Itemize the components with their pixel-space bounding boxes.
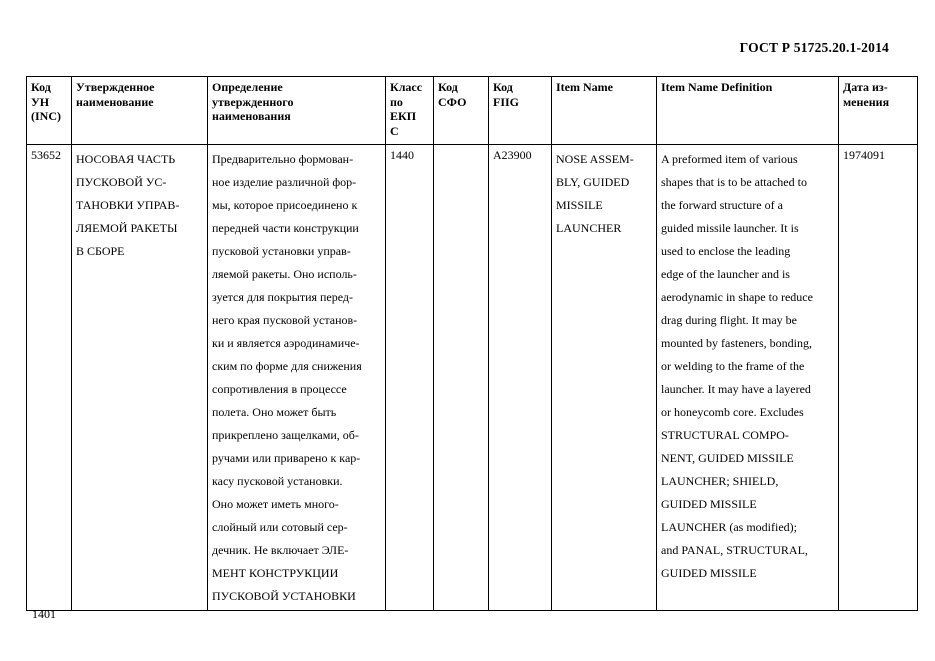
cell-sfo-code bbox=[434, 145, 489, 611]
column-header-change-date: Дата из- менения bbox=[839, 77, 918, 145]
column-header-item-name-definition: Item Name Definition bbox=[657, 77, 839, 145]
cell-change-date: 1974091 bbox=[839, 145, 918, 611]
cell-definition: Предварительно формован- ное изделие различной фор- мы, которое присоединено к передней части конструкции пусковой установки управ- ляемой ракеты. Оно исполь- зуется для покрытия перед- него края пусковой установ- ки и является аэродинамиче- ским по форме для снижения сопротивления в процессе полета. Оно может быть прикреплено защелками, об- ручами или приварено к кар- касу пусковой установки. Оно может иметь много- слойный или сотовый сер- дечник. Не включает ЭЛЕ- МЕНТ КОНСТРУКЦИИ ПУСКОВОЙ УСТАНОВКИ bbox=[208, 145, 386, 611]
document-standard-id: ГОСТ Р 51725.20.1-2014 bbox=[739, 40, 889, 55]
page-number: 1401 bbox=[32, 607, 56, 621]
catalog-table bbox=[26, 76, 918, 611]
cell-fiig-code: A23900 bbox=[489, 145, 552, 611]
column-header-definition: Определение утвержденного наименования bbox=[208, 77, 386, 145]
cell-approved-name: НОСОВАЯ ЧАСТЬ ПУСКОВОЙ УС- ТАНОВКИ УПРАВ- ЛЯЕМОЙ РАКЕТЫ В СБОРЕ bbox=[72, 145, 208, 611]
column-header-sfo-code: Код СФО bbox=[434, 77, 489, 145]
cell-item-name: NOSE ASSEM- BLY, GUIDED MISSILE LAUNCHER bbox=[552, 145, 657, 611]
table-row bbox=[27, 145, 918, 611]
cell-item-name-definition: A preformed item of various shapes that is to be attached to the forward structure of a guided missile launcher. It is used to enclose the leading edge of the launcher and is aerodynamic in shape to reduce drag during flight. It may be mounted by fasteners, bonding, or welding to the frame of the launcher. It may have a layered or honeycomb core. Excludes STRUCTURAL COMPO- NENT, GUIDED MISSILE LAUNCHER; SHIELD, GUIDED MISSILE LAUNCHER (as modified); and PANAL, STRUCTURAL, GUIDED MISSILE bbox=[657, 145, 839, 611]
column-header-inc-code: Код УН (INC) bbox=[27, 77, 72, 145]
column-header-item-name: Item Name bbox=[552, 77, 657, 145]
table-header-row bbox=[27, 77, 918, 145]
cell-ekps-class: 1440 bbox=[386, 145, 434, 611]
column-header-ekps-class: Класс по ЕКП С bbox=[386, 77, 434, 145]
column-header-fiig-code: Код FIIG bbox=[489, 77, 552, 145]
column-header-approved-name: Утвержденное наименование bbox=[72, 77, 208, 145]
cell-inc-code: 53652 bbox=[27, 145, 72, 611]
